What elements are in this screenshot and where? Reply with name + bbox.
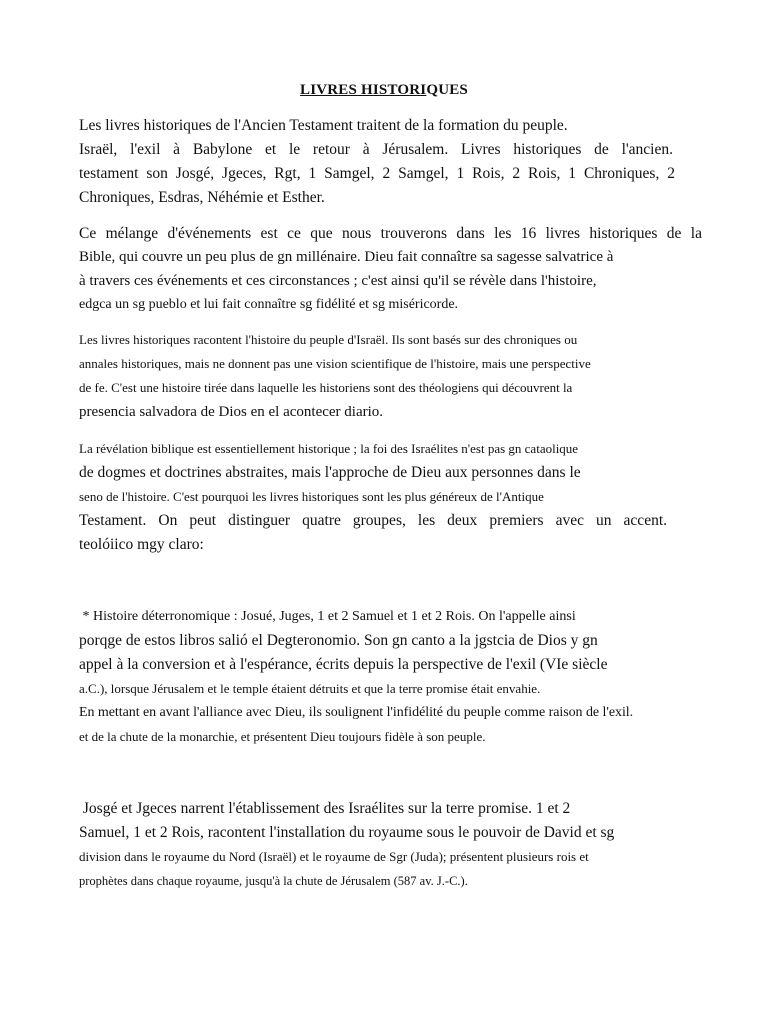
document-title bbox=[0, 80, 768, 100]
paragraph-line: porqge de estos libros salió el Degteronomio. Son gn canto a la jgstcia de Dios y gn bbox=[79, 632, 598, 649]
document-title-rest: QUES bbox=[426, 82, 468, 98]
paragraph-line: appel à la conversion et à l'espérance, écrits depuis la perspective de l'exil (VIe siècle bbox=[79, 656, 608, 673]
paragraph-line: et de la chute de la monarchie, et présentent Dieu toujours fidèle à son peuple. bbox=[79, 729, 486, 744]
paragraph-line: Israël, l'exil à Babylone et le retour à Jérusalem. Livres historiques de l'ancien. bbox=[79, 141, 673, 158]
paragraph-line: presencia salvadora de Dios en el acontecer diario. bbox=[79, 404, 384, 420]
paragraph-line: Josgé et Jgeces narrent l'établissement des Israélites sur la terre promise. 1 et 2 bbox=[79, 800, 571, 817]
paragraph-line: edgca un sg pueblo et lui fait connaître sg fidélité et sg miséricorde. bbox=[79, 297, 459, 312]
paragraph-line: teolóiico mgy claro: bbox=[79, 536, 204, 553]
paragraph-line: En mettant en avant l'alliance avec Dieu, ils soulignent l'infidélité du peuple comme raison de l'exil. bbox=[79, 705, 634, 720]
paragraph-line: prophètes dans chaque royaume, jusqu'à la chute de Jérusalem (587 av. J.-C.). bbox=[79, 874, 468, 888]
paragraph-line: * Histoire déterronomique : Josué, Juges, 1 et 2 Samuel et 1 et 2 Rois. On l'appelle ainsi bbox=[79, 609, 576, 624]
paragraph-line: de dogmes et doctrines abstraites, mais l'approche de Dieu aux personnes dans le bbox=[79, 464, 581, 481]
paragraph-line: La révélation biblique est essentiellement historique ; la foi des Israélites n'est pas gn cataolique bbox=[79, 441, 579, 456]
paragraph-line: seno de l'histoire. C'est pourquoi les livres historiques sont les plus généreux de l'Antique bbox=[79, 489, 544, 504]
paragraph-line: à travers ces événements et ces circonstances ; c'est ainsi qu'il se révèle dans l'histoire, bbox=[79, 273, 597, 289]
paragraph-line: Les livres historiques racontent l'histoire du peuple d'Israël. Ils sont basés sur des chroniques ou bbox=[79, 332, 578, 347]
paragraph-line: division dans le royaume du Nord (Israël) et le royaume de Sgr (Juda); présentent plusieurs rois et bbox=[79, 849, 589, 864]
paragraph-line: Ce mélange d'événements est ce que nous trouverons dans les 16 livres historiques de la bbox=[79, 225, 702, 242]
paragraph-line: Bible, qui couvre un peu plus de gn millénaire. Dieu fait connaître sa sagesse salvatrice à bbox=[79, 249, 614, 265]
paragraph-line: annales historiques, mais ne donnent pas une vision scientifique de l'histoire, mais une perspective bbox=[79, 356, 591, 371]
document-title-underlined: LIVRES HISTORI bbox=[300, 82, 427, 98]
paragraph-line: Samuel, 1 et 2 Rois, racontent l'installation du royaume sous le pouvoir de David et sg bbox=[79, 824, 615, 841]
paragraph-line: Chroniques, Esdras, Néhémie et Esther. bbox=[79, 189, 325, 206]
paragraph-line: Les livres historiques de l'Ancien Testament traitent de la formation du peuple. bbox=[79, 117, 568, 134]
paragraph-line: Testament. On peut distinguer quatre groupes, les deux premiers avec un accent. bbox=[79, 512, 667, 529]
paragraph-line: de fe. C'est une histoire tirée dans laquelle les historiens sont des théologiens qui découvrent la bbox=[79, 380, 573, 395]
paragraph-line: a.C.), lorsque Jérusalem et le temple étaient détruits et que la terre promise était envahie. bbox=[79, 681, 541, 696]
paragraph-line: testament son Josgé, Jgeces, Rgt, 1 Samgel, 2 Samgel, 1 Rois, 2 Rois, 1 Chroniques, 2 bbox=[79, 165, 675, 182]
